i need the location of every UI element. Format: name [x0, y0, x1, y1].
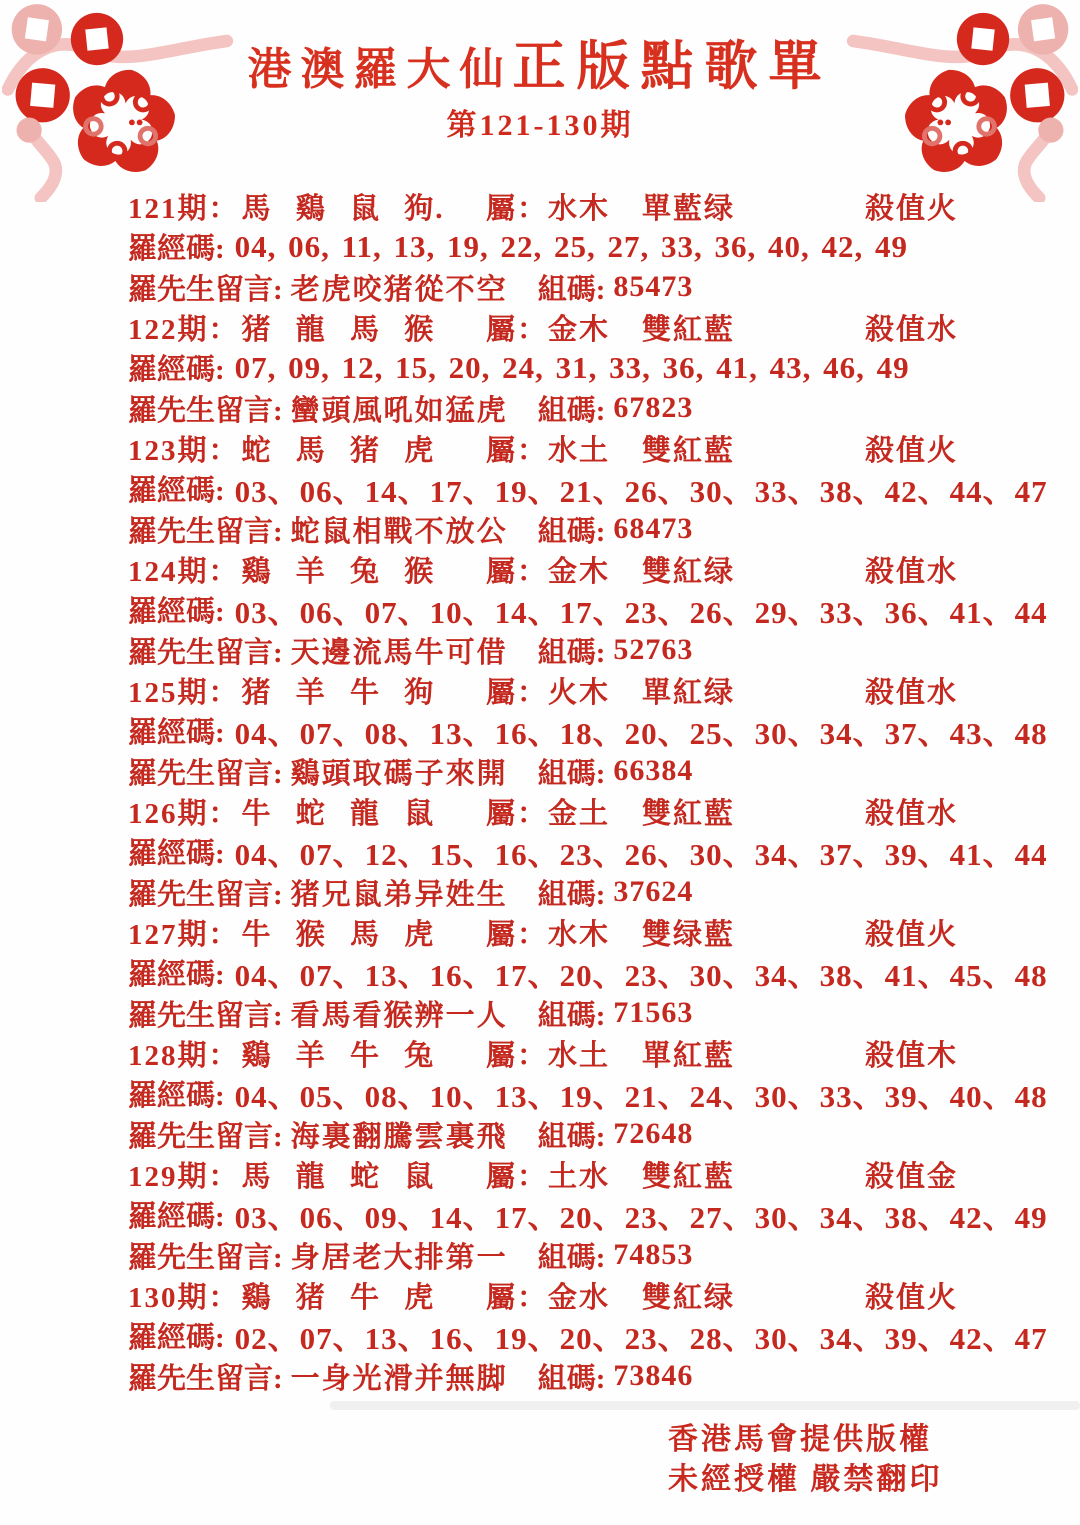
codes-value: 04、07、08、13、16、18、20、25、30、34、37、43、48 — [234, 716, 1048, 751]
group-code: 67823 — [613, 391, 694, 424]
color-combo: 單紅绿 — [642, 676, 736, 709]
period-list — [128, 186, 1063, 1396]
message-label: 羅先生留言: — [128, 878, 283, 911]
codes-value: 04, 06, 11, 13, 19, 22, 25, 27, 33, 36, 40, 42, 49 — [234, 228, 908, 264]
group-code: 71563 — [613, 996, 694, 1029]
codes-value: 04、05、08、10、13、19、21、24、30、33、39、40、48 — [234, 1079, 1048, 1114]
group-label: 組碼: — [537, 1362, 606, 1395]
message-value: 老虎咬猪從不空 — [290, 273, 508, 306]
kill-value: 殺值水 — [865, 555, 959, 588]
message-label: 羅先生留言: — [128, 1120, 283, 1153]
codes-label: 羅經碼: — [128, 475, 225, 507]
codes-label: 羅經碼: — [128, 1201, 225, 1233]
kill-value: 殺值火 — [865, 434, 959, 467]
page-title — [0, 24, 1080, 100]
title-prefix: 港澳羅大仙 — [247, 45, 513, 94]
codes-label: 羅經碼: — [128, 233, 225, 265]
element-value: 火木 — [548, 676, 611, 709]
message-value: 鷄頭取碼子來開 — [290, 757, 508, 790]
group-label: 組碼: — [537, 1120, 606, 1153]
color-combo: 雙紅绿 — [642, 555, 736, 588]
group-code: 68473 — [613, 512, 694, 545]
codes-value: 03、06、09、14、17、20、23、27、30、34、38、42、49 — [234, 1200, 1048, 1235]
period-block-127 — [128, 912, 1063, 1033]
colon: ： — [208, 1281, 240, 1314]
group-label: 組碼: — [537, 1241, 606, 1274]
color-combo: 雙紅藍 — [642, 313, 736, 346]
message-label: 羅先生留言: — [128, 1241, 283, 1274]
copyright-line2: 未經授權 嚴禁翻印 — [668, 1463, 943, 1496]
codes-label: 羅經碼: — [128, 838, 225, 870]
codes-label: 羅經碼: — [128, 1080, 225, 1112]
period-block-125 — [128, 670, 1063, 791]
period-animals: 馬 龍 蛇 鼠 — [241, 1160, 436, 1193]
message-value: 看馬看猴辨一人 — [290, 999, 508, 1032]
period-animals: 蛇 馬 猪 虎 — [241, 434, 436, 467]
belongs-label: 屬： — [486, 1039, 549, 1072]
message-label: 羅先生留言: — [128, 757, 283, 790]
color-combo: 雙紅藍 — [642, 1160, 736, 1193]
kill-value: 殺值水 — [865, 313, 959, 346]
codes-value: 03、06、14、17、19、21、26、30、33、38、42、44、47 — [234, 474, 1048, 509]
belongs-label: 屬： — [486, 555, 549, 588]
kill-value: 殺值火 — [865, 918, 959, 951]
copyright-line1: 香港馬會提供版權 — [668, 1423, 932, 1456]
colon: ： — [208, 1039, 240, 1072]
message-value: 蠻頭風吼如猛虎 — [290, 394, 508, 427]
group-code: 37624 — [613, 875, 694, 908]
title-main: 正版點歌單 — [512, 38, 833, 96]
message-label: 羅先生留言: — [128, 1362, 283, 1395]
codes-value: 04、07、13、16、17、20、23、30、34、38、41、45、48 — [234, 958, 1048, 993]
period-block-121 — [128, 186, 1063, 307]
color-combo: 雙紅绿 — [642, 1281, 736, 1314]
codes-label: 羅經碼: — [128, 1322, 225, 1354]
colon: ： — [208, 918, 240, 951]
group-label: 組碼: — [537, 636, 606, 669]
period-number: 124期 — [128, 555, 209, 588]
period-number: 122期 — [128, 313, 209, 346]
element-value: 金水 — [548, 1281, 611, 1314]
message-value: 一身光滑并無脚 — [290, 1362, 508, 1395]
period-number: 129期 — [128, 1160, 209, 1193]
colon: ： — [208, 1160, 240, 1193]
codes-value: 07, 09, 12, 15, 20, 24, 31, 33, 36, 41, 43, 46, 49 — [234, 349, 910, 385]
element-value: 水土 — [548, 434, 611, 467]
period-number: 125期 — [128, 676, 209, 709]
codes-label: 羅經碼: — [128, 354, 225, 386]
element-value: 土水 — [548, 1160, 611, 1193]
colon: ： — [208, 555, 240, 588]
period-block-128 — [128, 1033, 1063, 1154]
period-animals: 牛 猴 馬 虎 — [241, 918, 436, 951]
scan-artifact — [330, 1401, 1080, 1410]
color-combo: 單藍绿 — [642, 192, 736, 225]
group-code: 74853 — [613, 1238, 694, 1271]
codes-value: 02、07、13、16、19、20、23、28、30、34、39、42、47 — [234, 1321, 1048, 1356]
belongs-label: 屬： — [486, 797, 549, 830]
period-block-130 — [128, 1275, 1063, 1396]
belongs-label: 屬： — [486, 1281, 549, 1314]
group-label: 組碼: — [537, 394, 606, 427]
group-label: 組碼: — [537, 878, 606, 911]
period-number: 130期 — [128, 1281, 209, 1314]
codes-label: 羅經碼: — [128, 596, 225, 628]
kill-value: 殺值木 — [865, 1039, 959, 1072]
group-code: 66384 — [613, 754, 694, 787]
group-label: 組碼: — [537, 515, 606, 548]
period-block-129 — [128, 1154, 1063, 1275]
message-value: 猪兄鼠弟异姓生 — [290, 878, 508, 911]
element-value: 金土 — [548, 797, 611, 830]
period-animals: 猪 羊 牛 狗 — [241, 676, 436, 709]
colon: ： — [208, 192, 240, 225]
group-label: 組碼: — [537, 273, 606, 306]
kill-value: 殺值水 — [865, 797, 959, 830]
belongs-label: 屬： — [486, 313, 549, 346]
period-animals: 鷄 猪 牛 虎 — [241, 1281, 436, 1314]
period-block-122 — [128, 307, 1063, 428]
message-label: 羅先生留言: — [128, 273, 283, 306]
message-label: 羅先生留言: — [128, 515, 283, 548]
group-code: 72648 — [613, 1117, 694, 1150]
element-value: 水木 — [548, 918, 611, 951]
colon: ： — [208, 434, 240, 467]
period-number: 121期 — [128, 192, 209, 225]
element-value: 水土 — [548, 1039, 611, 1072]
period-number: 128期 — [128, 1039, 209, 1072]
belongs-label: 屬： — [486, 434, 549, 467]
period-animals: 鷄 羊 兔 猴 — [241, 555, 436, 588]
element-value: 金木 — [548, 313, 611, 346]
belongs-label: 屬： — [486, 676, 549, 709]
belongs-label: 屬： — [486, 918, 549, 951]
message-value: 身居老大排第一 — [290, 1241, 508, 1274]
kill-value: 殺值火 — [865, 192, 959, 225]
colon: ： — [208, 676, 240, 709]
period-animals: 馬 鷄 鼠 狗. — [241, 192, 445, 225]
period-number: 123期 — [128, 434, 209, 467]
codes-label: 羅經碼: — [128, 959, 225, 991]
codes-value: 03、06、07、10、14、17、23、26、29、33、36、41、44 — [234, 595, 1048, 630]
color-combo: 雙紅藍 — [642, 797, 736, 830]
element-value: 金木 — [548, 555, 611, 588]
kill-value: 殺值金 — [865, 1160, 959, 1193]
issue-range: 第121-130期 — [446, 109, 634, 142]
period-block-126 — [128, 791, 1063, 912]
period-block-124 — [128, 549, 1063, 670]
belongs-label: 屬： — [486, 1160, 549, 1193]
group-code: 85473 — [613, 270, 694, 303]
message-label: 羅先生留言: — [128, 394, 283, 427]
kill-value: 殺值火 — [865, 1281, 959, 1314]
group-code: 73846 — [613, 1359, 694, 1392]
message-value: 海裏翻騰雲裏飛 — [290, 1120, 508, 1153]
codes-value: 04、07、12、15、16、23、26、30、34、37、39、41、44 — [234, 837, 1048, 872]
color-combo: 雙紅藍 — [642, 434, 736, 467]
codes-label: 羅經碼: — [128, 717, 225, 749]
period-animals: 牛 蛇 龍 鼠 — [241, 797, 436, 830]
group-label: 組碼: — [537, 757, 606, 790]
element-value: 水木 — [548, 192, 611, 225]
colon: ： — [208, 797, 240, 830]
subtitle-wrap — [0, 100, 1080, 144]
message-value: 蛇鼠相戰不放公 — [290, 515, 508, 548]
color-combo: 單紅藍 — [642, 1039, 736, 1072]
period-animals: 鷄 羊 牛 兔 — [241, 1039, 436, 1072]
group-label: 組碼: — [537, 999, 606, 1032]
period-number: 127期 — [128, 918, 209, 951]
message-label: 羅先生留言: — [128, 999, 283, 1032]
kill-value: 殺值水 — [865, 676, 959, 709]
colon: ： — [208, 313, 240, 346]
message-label: 羅先生留言: — [128, 636, 283, 669]
copyright-footer — [668, 1420, 943, 1500]
period-number: 126期 — [128, 797, 209, 830]
period-animals: 猪 龍 馬 猴 — [241, 313, 436, 346]
message-value: 天邊流馬牛可借 — [290, 636, 508, 669]
belongs-label: 屬： — [486, 192, 549, 225]
group-code: 52763 — [613, 633, 694, 666]
color-combo: 雙绿藍 — [642, 918, 736, 951]
period-block-123 — [128, 428, 1063, 549]
